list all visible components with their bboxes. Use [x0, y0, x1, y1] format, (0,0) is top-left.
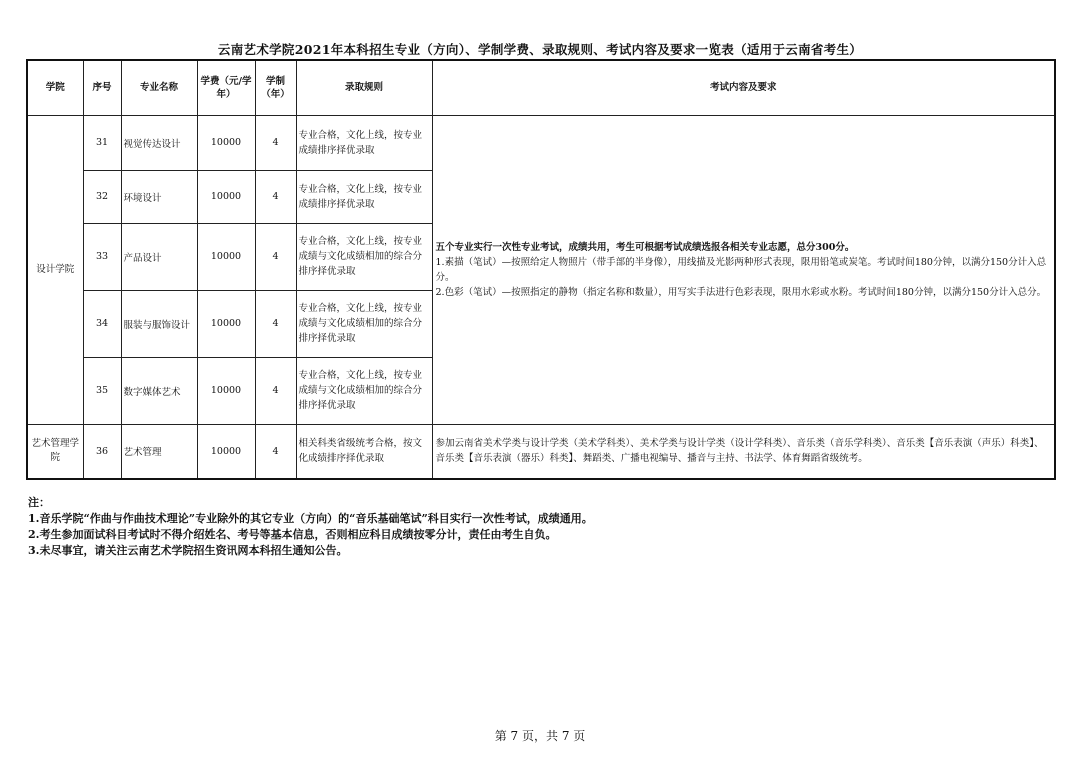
admission-rule-cell: 专业合格，文化上线，按专业成绩排序择优录取	[296, 115, 432, 170]
major-cell: 服装与服饰设计	[121, 290, 197, 357]
major-cell: 环境设计	[121, 170, 197, 223]
major-cell: 数字媒体艺术	[121, 357, 197, 424]
fee-cell: 10000	[197, 290, 255, 357]
table-row	[27, 424, 1055, 479]
seq-cell: 35	[83, 357, 121, 424]
years-cell: 4	[255, 115, 296, 170]
seq-cell: 32	[83, 170, 121, 223]
exam-lead: 五个专业实行一次性专业考试，成绩共用，考生可根据考试成绩选报各相关专业志愿，总分300分。	[435, 241, 855, 253]
years-cell: 4	[255, 223, 296, 290]
admission-rule-cell: 专业合格，文化上线，按专业成绩与文化成绩相加的综合分排序择优录取	[296, 223, 432, 290]
exam-line: 2.色彩（笔试）—按照指定的静物（指定名称和数量），用写实手法进行色彩表现，限用水彩或水粉。考试时间180分钟，以满分150分计入总分。	[435, 286, 1047, 298]
note-item: 3.未尽事宜，请关注云南艺术学院招生资讯网本科招生通知公告。	[28, 544, 348, 557]
exam-line: 1.素描（笔试）—按照给定人物照片（带手部的半身像），用线描及光影两种形式表现，限用铅笔或炭笔。考试时间180分钟，以满分150分计入总分。	[435, 256, 1047, 283]
years-cell: 4	[255, 290, 296, 357]
years-cell: 4	[255, 424, 296, 479]
exam-requirements-cell	[432, 115, 1055, 424]
header-seq: 序号	[83, 60, 121, 115]
fee-cell: 10000	[197, 357, 255, 424]
notes-block	[28, 495, 593, 559]
note-item: 2.考生参加面试科目考试时不得介绍姓名、考号等基本信息，否则相应科目成绩按零分计，责任由考生自负。	[28, 528, 557, 541]
admission-rule-cell: 相关科类省级统考合格，按文化成绩排序择优录取	[296, 424, 432, 479]
table-row	[27, 115, 1055, 170]
years-cell: 4	[255, 357, 296, 424]
seq-cell: 34	[83, 290, 121, 357]
page-footer: 第 7 页，共 7 页	[494, 729, 586, 743]
header-college: 学院	[27, 60, 83, 115]
admission-table	[26, 59, 1056, 480]
header-major: 专业名称	[121, 60, 197, 115]
table-header-row	[27, 60, 1055, 115]
page-title: 云南艺术学院2021年本科招生专业（方向）、学制学费、录取规则、考试内容及要求一览表（适用于云南省考生）	[217, 42, 863, 57]
header-exam: 考试内容及要求	[432, 60, 1055, 115]
major-cell: 视觉传达设计	[121, 115, 197, 170]
seq-cell: 31	[83, 115, 121, 170]
fee-cell: 10000	[197, 170, 255, 223]
exam-requirements-cell: 参加云南省美术学类与设计学类（美术学科类）、美术学类与设计学类（设计学科类）、音乐类（音乐学科类）、音乐类【音乐表演（声乐）科类】、音乐类【音乐表演（器乐）科类】、舞蹈类、广播电视编导、播音与主持、书法学、体育舞蹈省级统考。	[432, 424, 1055, 479]
fee-cell: 10000	[197, 424, 255, 479]
notes-heading: 注：	[28, 496, 50, 509]
admission-rule-cell: 专业合格，文化上线，按专业成绩与文化成绩相加的综合分排序择优录取	[296, 290, 432, 357]
note-item: 1.音乐学院“作曲与作曲技术理论”专业除外的其它专业（方向）的“音乐基础笔试”科目实行一次性考试，成绩通用。	[28, 512, 593, 525]
fee-cell: 10000	[197, 115, 255, 170]
fee-cell: 10000	[197, 223, 255, 290]
seq-cell: 36	[83, 424, 121, 479]
college-cell: 设计学院	[27, 115, 83, 424]
header-years: 学制（年）	[255, 60, 296, 115]
header-fee: 学费（元/学年）	[197, 60, 255, 115]
years-cell: 4	[255, 170, 296, 223]
admission-rule-cell: 专业合格，文化上线，按专业成绩与文化成绩相加的综合分排序择优录取	[296, 357, 432, 424]
major-cell: 产品设计	[121, 223, 197, 290]
header-admission: 录取规则	[296, 60, 432, 115]
admission-rule-cell: 专业合格，文化上线，按专业成绩排序择优录取	[296, 170, 432, 223]
major-cell: 艺术管理	[121, 424, 197, 479]
college-cell: 艺术管理学院	[27, 424, 83, 479]
seq-cell: 33	[83, 223, 121, 290]
